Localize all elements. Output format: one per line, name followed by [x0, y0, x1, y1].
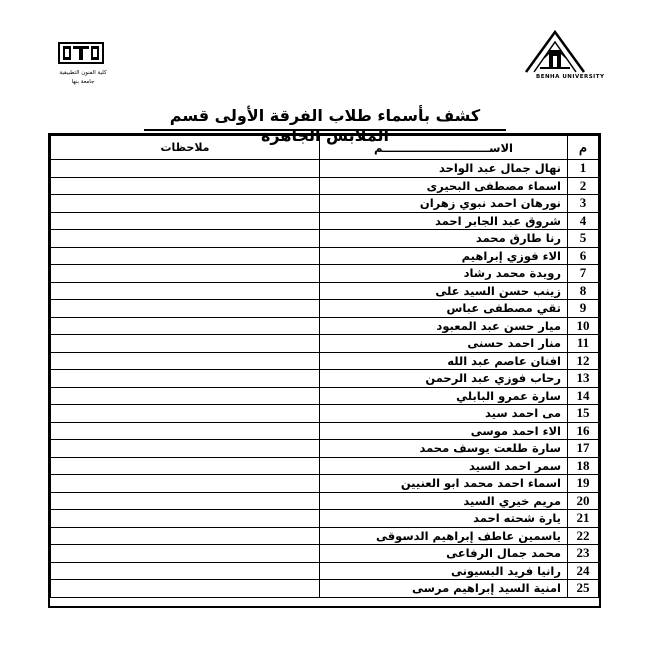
row-number: 5 — [568, 230, 599, 248]
row-note — [51, 265, 320, 283]
faculty-logo-caption-2: جامعة بنها — [71, 79, 95, 85]
student-name: سمر احمد السيد — [320, 457, 568, 475]
student-name: اسماء احمد محمد ابو العنيين — [320, 475, 568, 493]
student-name: منار احمد حسنى — [320, 335, 568, 353]
row-number: 20 — [568, 492, 599, 510]
row-note — [51, 405, 320, 423]
row-number: 23 — [568, 545, 599, 563]
row-note — [51, 300, 320, 318]
table-row — [51, 387, 599, 405]
table-row — [51, 212, 599, 230]
table-row — [51, 300, 599, 318]
row-number: 8 — [568, 282, 599, 300]
row-number: 17 — [568, 440, 599, 458]
row-note — [51, 335, 320, 353]
student-name: سارة طلعت يوسف محمد — [320, 440, 568, 458]
row-note — [51, 247, 320, 265]
student-name: نهال جمال عبد الواحد — [320, 160, 568, 178]
row-note — [51, 387, 320, 405]
row-number: 22 — [568, 527, 599, 545]
student-name: امنية السيد إبراهيم مرسى — [320, 580, 568, 598]
row-note — [51, 492, 320, 510]
table-body — [51, 160, 599, 598]
table-row — [51, 440, 599, 458]
table-header-row — [51, 136, 599, 160]
table-row — [51, 370, 599, 388]
student-name: رنا طارق محمد — [320, 230, 568, 248]
student-name: تقي مصطفى عباس — [320, 300, 568, 318]
table-row — [51, 177, 599, 195]
table-row — [51, 510, 599, 528]
table-row — [51, 562, 599, 580]
table-row — [51, 580, 599, 598]
student-name: مى احمد سيد — [320, 405, 568, 423]
table-row — [51, 195, 599, 213]
faculty-logo-caption-1: كلية الفنون التطبيقية — [59, 70, 107, 76]
row-number: 7 — [568, 265, 599, 283]
row-note — [51, 317, 320, 335]
table-row — [51, 545, 599, 563]
student-name: يارة شحته احمد — [320, 510, 568, 528]
student-name: اسماء مصطفى البحيرى — [320, 177, 568, 195]
header-notes: ملاحظات — [51, 136, 320, 160]
row-note — [51, 440, 320, 458]
student-name: ميار حسن عبد المعبود — [320, 317, 568, 335]
row-note — [51, 527, 320, 545]
row-note — [51, 195, 320, 213]
student-name: مريم خيري السيد — [320, 492, 568, 510]
student-name: رانيا فريد البسيونى — [320, 562, 568, 580]
table-row — [51, 475, 599, 493]
applied-arts-logo-icon — [58, 42, 104, 64]
row-number: 9 — [568, 300, 599, 318]
row-number: 21 — [568, 510, 599, 528]
table-row — [51, 247, 599, 265]
table-row — [51, 282, 599, 300]
university-logo-caption: BENHA UNIVERSITY — [536, 74, 605, 80]
student-name: رحاب فوزي عبد الرحمن — [320, 370, 568, 388]
university-logo — [522, 28, 605, 84]
student-name: نورهان احمد نبوي زهران — [320, 195, 568, 213]
benha-university-emblem-icon — [522, 28, 588, 76]
row-note — [51, 475, 320, 493]
header-name: الاســـــــــــــــــــــــــــم — [320, 136, 568, 160]
table-row — [51, 492, 599, 510]
table-row — [51, 405, 599, 423]
student-name: شروق عبد الجابر احمد — [320, 212, 568, 230]
row-number: 10 — [568, 317, 599, 335]
row-number: 15 — [568, 405, 599, 423]
student-list-sheet — [48, 133, 601, 608]
row-number: 2 — [568, 177, 599, 195]
student-name: الاء احمد موسى — [320, 422, 568, 440]
student-name: ياسمين عاطف إبراهيم الدسوقى — [320, 527, 568, 545]
row-number: 25 — [568, 580, 599, 598]
row-note — [51, 160, 320, 178]
row-number: 1 — [568, 160, 599, 178]
table-row — [51, 422, 599, 440]
header-number: م — [568, 136, 599, 160]
table-row — [51, 160, 599, 178]
table-row — [51, 265, 599, 283]
table-row — [51, 457, 599, 475]
table-row — [51, 230, 599, 248]
row-note — [51, 510, 320, 528]
page-title: كشف بأسماء طلاب الفرقة الأولى قسم الملابس الجاهزة — [169, 106, 481, 145]
row-note — [51, 177, 320, 195]
row-number: 19 — [568, 475, 599, 493]
student-name: الاء فوزي إبراهيم — [320, 247, 568, 265]
row-number: 3 — [568, 195, 599, 213]
row-note — [51, 562, 320, 580]
student-name: رويدة محمد رشاد — [320, 265, 568, 283]
title-underline — [144, 129, 506, 131]
row-note — [51, 457, 320, 475]
row-note — [51, 580, 320, 598]
row-note — [51, 230, 320, 248]
student-table — [50, 135, 599, 598]
row-note — [51, 422, 320, 440]
student-name: زينب حسن السيد على — [320, 282, 568, 300]
student-name: سارة عمرو البابلي — [320, 387, 568, 405]
row-note — [51, 352, 320, 370]
row-number: 4 — [568, 212, 599, 230]
row-number: 12 — [568, 352, 599, 370]
table-row — [51, 352, 599, 370]
row-note — [51, 282, 320, 300]
student-name: محمد جمال الرفاعى — [320, 545, 568, 563]
table-row — [51, 527, 599, 545]
row-number: 16 — [568, 422, 599, 440]
row-number: 18 — [568, 457, 599, 475]
row-number: 11 — [568, 335, 599, 353]
student-name: افنان عاصم عبد الله — [320, 352, 568, 370]
row-number: 13 — [568, 370, 599, 388]
row-number: 6 — [568, 247, 599, 265]
faculty-logo — [58, 42, 108, 92]
row-number: 24 — [568, 562, 599, 580]
table-row — [51, 335, 599, 353]
row-number: 14 — [568, 387, 599, 405]
row-note — [51, 212, 320, 230]
row-note — [51, 370, 320, 388]
table-row — [51, 317, 599, 335]
row-note — [51, 545, 320, 563]
